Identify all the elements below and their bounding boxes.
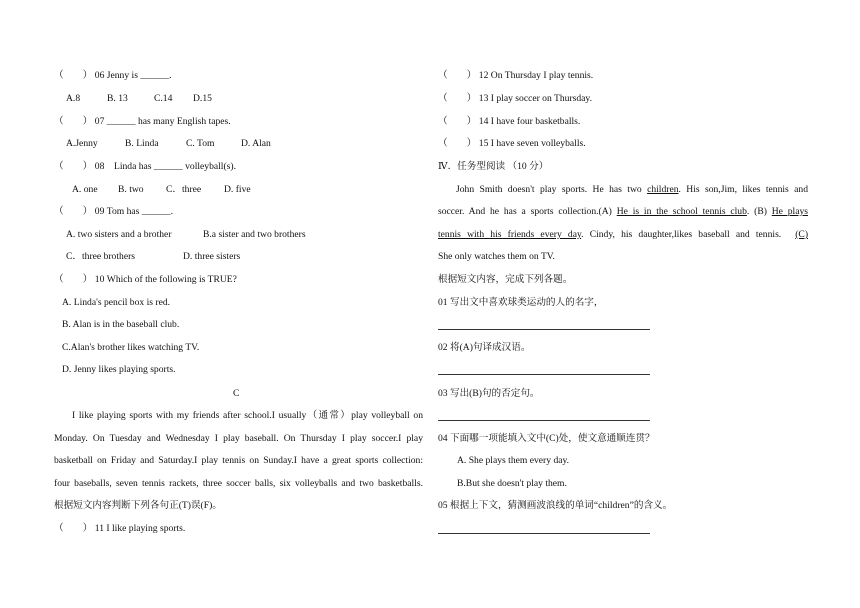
task-question-04-option-b: B.But she doesn't play them. <box>457 478 567 489</box>
option-a: A.Jenny <box>66 138 98 149</box>
passage-text: soccer. And he has a sports collection.(A) <box>438 206 617 217</box>
passage-c-line1: I like playing sports with my friends after school.I usually（通常）play volleyball on <box>72 410 423 421</box>
option-b: B. two <box>118 184 144 195</box>
option-c: C．three <box>166 184 202 195</box>
passage-4-line1 <box>456 184 808 196</box>
question-10 <box>54 274 237 286</box>
passage-text: John Smith doesn't play sports. He has two <box>456 184 648 195</box>
question-07 <box>54 116 231 128</box>
passage-text: . His son,Jim, likes tennis and <box>678 184 808 195</box>
question-text: 06 Jenny is ______. <box>94 70 172 81</box>
underlined-sentence-b-start: He plays <box>771 206 809 217</box>
question-text: 13 I play soccer on Thursday. <box>478 93 593 104</box>
instruction-c: 根据短文内容判断下列各句正(T)误(F)。 <box>54 500 222 511</box>
question-11 <box>54 523 185 535</box>
underlined-word-children: children <box>647 184 679 195</box>
answer-paren: （ ） <box>54 274 93 285</box>
option-d: D. three sisters <box>183 251 241 262</box>
answer-line-01[interactable] <box>438 329 650 330</box>
passage-text: . Cindy, his daughter,likes baseball and tennis. <box>581 229 782 240</box>
question-08 <box>54 161 236 173</box>
passage-4-line2 <box>438 206 808 218</box>
answer-line-03[interactable] <box>438 420 650 421</box>
task-question-05: 05 根据上下文，猜测画波浪线的单词“children”的含义。 <box>438 500 673 511</box>
option-a: A. two sisters and a brother <box>66 229 172 240</box>
question-text: 14 I have four basketballs. <box>478 116 581 127</box>
option-c: C.14 <box>154 93 173 104</box>
question-text: 07 ______ has many English tapes. <box>94 116 231 127</box>
question-10-option-c: C.Alan's brother likes watching TV. <box>62 342 200 353</box>
option-d: D. five <box>224 184 251 195</box>
instruction-4: 根据短文内容，完成下列各题。 <box>438 274 573 285</box>
question-06 <box>54 70 172 82</box>
answer-paren: （ ） <box>54 70 93 81</box>
question-10-option-b: B. Alan is in the baseball club. <box>62 319 180 330</box>
answer-line-02[interactable] <box>438 374 650 375</box>
question-10-option-d: D. Jenny likes playing sports. <box>62 364 176 375</box>
task-question-03: 03 写出(B)句的否定句。 <box>438 388 540 399</box>
passage-c-line2: Monday. On Tuesday and Wednesday I play baseball. On Thursday I play soccer.I play <box>54 433 423 444</box>
option-b: B. Linda <box>125 138 159 149</box>
question-text: 08 Linda has ______ volleyball(s). <box>94 161 236 172</box>
question-13 <box>438 93 592 105</box>
question-text: 09 Tom has ______. <box>94 206 173 217</box>
question-12 <box>438 70 593 82</box>
answer-paren: （ ） <box>54 116 93 127</box>
section-4-title: Ⅳ．任务型阅读 （10 分） <box>438 161 549 172</box>
answer-paren: （ ） <box>54 523 93 534</box>
option-a: A.8 <box>66 93 81 104</box>
option-c: C．three brothers <box>66 251 136 262</box>
question-09 <box>54 206 173 218</box>
question-10-option-a: A. Linda's pencil box is red. <box>62 297 171 308</box>
passage-c-line4: four baseballs, seven tennis rackets, three soccer balls, six volleyballs and two basketballs. <box>54 478 423 489</box>
passage-4-line4: She only watches them on TV. <box>438 251 555 262</box>
option-b: B.a sister and two brothers <box>203 229 306 240</box>
answer-paren: （ ） <box>438 138 477 149</box>
answer-paren: （ ） <box>54 206 93 217</box>
question-15 <box>438 138 586 150</box>
question-text: 15 I have seven volleyballs. <box>478 138 586 149</box>
option-b: B. 13 <box>107 93 128 104</box>
question-14 <box>438 116 580 128</box>
passage-c-line3: basketball on Friday and Saturday.I play tennis on Sunday.I have a great sports collection: <box>54 455 423 466</box>
underlined-sentence-b-end: tennis with his friends every day <box>438 229 582 240</box>
passage-text: . (B) <box>746 206 772 217</box>
option-d: D.15 <box>193 93 212 104</box>
answer-line-05[interactable] <box>438 533 650 534</box>
task-question-04-option-a: A. She plays them every day. <box>457 455 570 466</box>
answer-paren: （ ） <box>438 70 477 81</box>
passage-4-line3 <box>438 229 808 241</box>
underlined-sentence-a: He is in the school tennis club <box>616 206 747 217</box>
option-a: A. one <box>72 184 98 195</box>
task-question-04: 04 下面哪一项能填入文中(C)处，使文意通顺连贯？ <box>438 433 655 444</box>
section-c-heading: C <box>233 388 240 399</box>
task-question-01: 01 写出文中喜欢球类运动的人的名字， <box>438 297 604 308</box>
question-text: 12 On Thursday I play tennis. <box>478 70 594 81</box>
task-question-02: 02 将(A)句译成汉语。 <box>438 342 531 353</box>
blank-c: (C) <box>795 229 809 240</box>
question-text: 10 Which of the following is TRUE? <box>94 274 237 285</box>
answer-paren: （ ） <box>438 93 477 104</box>
option-d: D. Alan <box>241 138 271 149</box>
option-c: C. Tom <box>186 138 215 149</box>
answer-paren: （ ） <box>438 116 477 127</box>
answer-paren: （ ） <box>54 161 93 172</box>
question-text: 11 I like playing sports. <box>94 523 186 534</box>
